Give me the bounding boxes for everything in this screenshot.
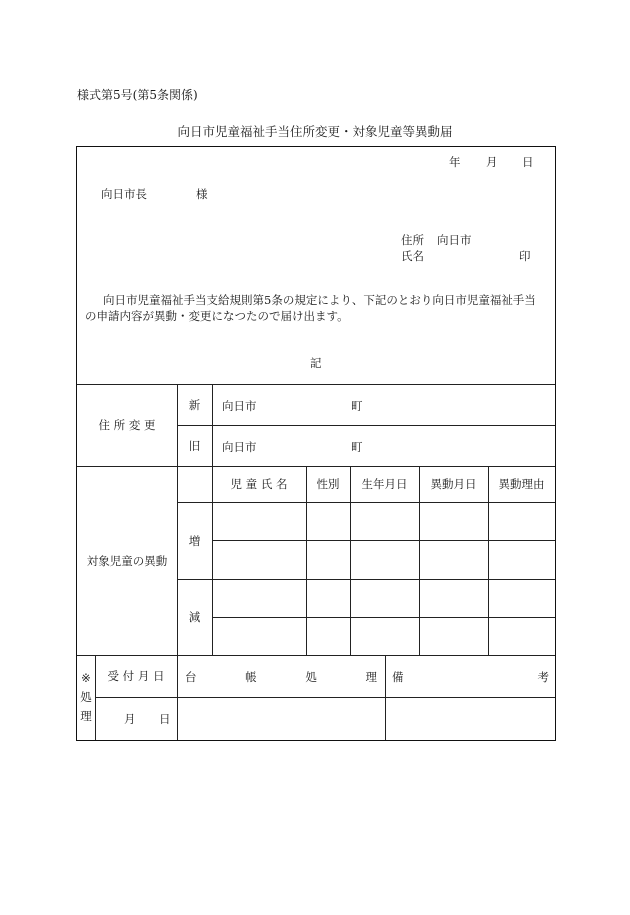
address-change-label: 住 所 変 更 [98, 418, 156, 432]
register-processing-label [185, 669, 377, 685]
column-header-change-date: 異動月日 [430, 477, 477, 491]
form-frame [76, 146, 556, 741]
column-header-child-name: 児 童 氏 名 [230, 477, 288, 491]
statement-text: 向日市児童福祉手当支給規則第5条の規定により、下記のとおり向日市児童福祉手当の申請内容が異動・変更になつたので届け出ます。 [85, 293, 536, 323]
form-number: 様式第5号(第5条関係) [77, 88, 198, 102]
register-char-3: 処 [305, 670, 317, 684]
new-address-town: 町 [351, 399, 363, 413]
applicant-address-value: 向日市 [437, 233, 472, 247]
received-day-label: 日 [159, 712, 171, 726]
office-use-label-char-2: 理 [80, 709, 92, 723]
old-address-city: 向日市 [222, 440, 257, 454]
applicant-address-label: 住所 [401, 233, 424, 247]
children-change-label: 対象児童の異動 [86, 553, 168, 568]
received-date-label: 受 付 月 日 [107, 669, 165, 683]
new-address-city: 向日市 [222, 399, 257, 413]
address-new-label: 新 [188, 397, 201, 412]
date-day-label: 日 [522, 155, 534, 169]
date-month-label: 月 [486, 155, 498, 169]
received-month-label: 月 [124, 712, 136, 726]
increase-label: 増 [188, 533, 201, 548]
applicant-name-label: 氏名 [401, 249, 424, 263]
addressee-honorific: 様 [196, 187, 208, 201]
register-char-2: 帳 [245, 670, 257, 684]
column-header-birth-date: 生年月日 [361, 477, 408, 491]
decrease-label: 減 [188, 610, 201, 624]
register-char-4: 理 [365, 670, 377, 684]
addressee: 向日市長 [101, 187, 147, 201]
office-use-mark: ※ [81, 671, 91, 685]
remarks-char-2: 考 [537, 670, 549, 684]
office-use-label-char-1: 処 [80, 690, 92, 704]
column-header-sex: 性別 [316, 477, 340, 491]
old-address-town: 町 [351, 440, 363, 454]
form-title: 向日市児童福祉手当住所変更・対象児童等異動届 [177, 124, 453, 139]
note-mark: 記 [310, 356, 322, 370]
column-header-change-reason: 異動理由 [498, 477, 545, 491]
remarks-char-1: 備 [392, 670, 404, 684]
remarks-label [392, 669, 549, 685]
office-use-label [77, 655, 95, 740]
date-year-label: 年 [449, 155, 461, 169]
address-old-label: 旧 [188, 438, 201, 453]
seal-mark: 印 [519, 249, 531, 263]
register-char-1: 台 [185, 670, 197, 684]
